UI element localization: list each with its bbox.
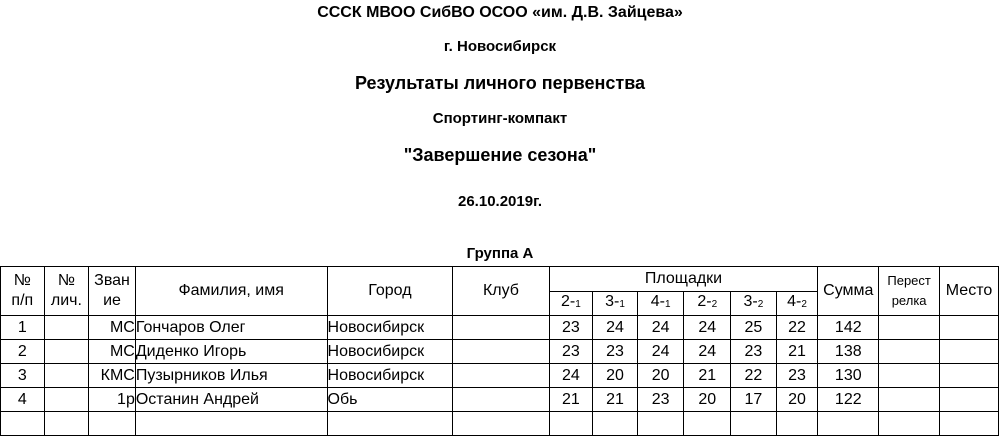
cell-score: 22: [776, 316, 818, 340]
cell-name: Останин Андрей: [135, 388, 327, 412]
cell-city: Новосибирск: [327, 340, 453, 364]
cell-number: 4: [1, 388, 45, 412]
table-row: [1, 412, 999, 436]
cell-sum: 130: [818, 364, 879, 388]
cell-score: 20: [776, 388, 818, 412]
cell-city: Новосибирск: [327, 316, 453, 340]
cell-shootoff: [879, 412, 940, 436]
cell-name: [135, 412, 327, 436]
cell-score: 20: [637, 364, 684, 388]
cell-sum: [818, 412, 879, 436]
cell-city: Обь: [327, 388, 453, 412]
cell-club: [453, 316, 549, 340]
cell-place: [940, 412, 999, 436]
cell-shootoff: [879, 316, 940, 340]
cell-score: 24: [684, 340, 731, 364]
group-title: Группа А: [466, 245, 534, 262]
cell-score: 17: [731, 388, 777, 412]
cell-name: Диденко Игорь: [135, 340, 327, 364]
cell-score: 20: [593, 364, 638, 388]
cell-score: [684, 412, 731, 436]
stand-header: $4-_1$: [637, 292, 684, 316]
cell-score: 24: [684, 316, 731, 340]
cell-score: 23: [776, 364, 818, 388]
cell-number: 2: [1, 340, 45, 364]
organization-title: СССК МВОО СибВО ОСОО «им. Д.В. Зайцева»: [317, 4, 683, 21]
cell-score: 23: [593, 340, 638, 364]
cell-score: [637, 412, 684, 436]
cell-score: [593, 412, 638, 436]
cell-rank: 1р: [89, 388, 136, 412]
cell-score: 23: [731, 340, 777, 364]
cell-score: 22: [731, 364, 777, 388]
cell-score: 24: [549, 364, 593, 388]
col-header-personal-number: № лич.: [44, 267, 89, 316]
cell-personal-number: [44, 388, 89, 412]
stand-header: $2-_1$: [549, 292, 593, 316]
cell-score: [549, 412, 593, 436]
cell-city: [327, 412, 453, 436]
cell-score: [776, 412, 818, 436]
cell-city: Новосибирск: [327, 364, 453, 388]
cell-score: 23: [637, 388, 684, 412]
col-header-sum: Сумма: [818, 267, 879, 316]
cell-score: 21: [549, 388, 593, 412]
cell-number: 1: [1, 316, 45, 340]
cell-personal-number: [44, 340, 89, 364]
discipline-title: Спортинг-компакт: [432, 110, 568, 127]
cell-personal-number: [44, 316, 89, 340]
col-header-rank: Зван ие: [89, 267, 136, 316]
stand-header: $3-_1$: [593, 292, 638, 316]
cell-rank: КМС: [89, 364, 136, 388]
cell-personal-number: [44, 412, 89, 436]
cell-score: 25: [731, 316, 777, 340]
results-table: [0, 266, 999, 436]
cell-rank: [89, 412, 136, 436]
table-row: [1, 364, 999, 388]
document-title: Результаты личного первенства: [354, 73, 646, 93]
cell-score: 23: [549, 340, 593, 364]
event-date: 26.10.2019г.: [458, 193, 542, 210]
table-row: [1, 316, 999, 340]
cell-sum: 122: [818, 388, 879, 412]
cell-place: [940, 316, 999, 340]
cell-name: Гончаров Олег: [135, 316, 327, 340]
cell-name: Пузырников Илья: [135, 364, 327, 388]
event-title: "Завершение сезона": [403, 145, 597, 165]
stand-header: $4-_2$: [776, 292, 818, 316]
stand-header: $3-_2$: [731, 292, 777, 316]
cell-shootoff: [879, 364, 940, 388]
cell-score: 21: [684, 364, 731, 388]
cell-shootoff: [879, 388, 940, 412]
cell-sum: 142: [818, 316, 879, 340]
cell-club: [453, 340, 549, 364]
cell-place: [940, 340, 999, 364]
cell-score: 21: [776, 340, 818, 364]
col-header-shootoff: Перест релка: [879, 267, 940, 316]
cell-rank: МС: [89, 340, 136, 364]
cell-score: [731, 412, 777, 436]
cell-club: [453, 412, 549, 436]
col-header-place: Место: [940, 267, 999, 316]
table-row: [1, 388, 999, 412]
cell-place: [940, 364, 999, 388]
col-header-city: Город: [327, 267, 453, 316]
col-header-number: № п/п: [1, 267, 45, 316]
table-header-row: [1, 267, 999, 292]
cell-place: [940, 388, 999, 412]
cell-personal-number: [44, 364, 89, 388]
table-row: [1, 340, 999, 364]
col-header-club: Клуб: [453, 267, 549, 316]
cell-club: [453, 364, 549, 388]
col-header-stands: Площадки: [549, 267, 818, 292]
col-header-name: Фамилия, имя: [135, 267, 327, 316]
cell-score: 21: [593, 388, 638, 412]
cell-score: 23: [549, 316, 593, 340]
stand-header: $2-_2$: [684, 292, 731, 316]
city-title: г. Новосибирск: [443, 38, 557, 55]
cell-score: 24: [593, 316, 638, 340]
cell-number: 3: [1, 364, 45, 388]
cell-club: [453, 388, 549, 412]
cell-shootoff: [879, 340, 940, 364]
cell-rank: МС: [89, 316, 136, 340]
cell-score: 20: [684, 388, 731, 412]
cell-score: 24: [637, 340, 684, 364]
cell-number: [1, 412, 45, 436]
cell-sum: 138: [818, 340, 879, 364]
cell-score: 24: [637, 316, 684, 340]
